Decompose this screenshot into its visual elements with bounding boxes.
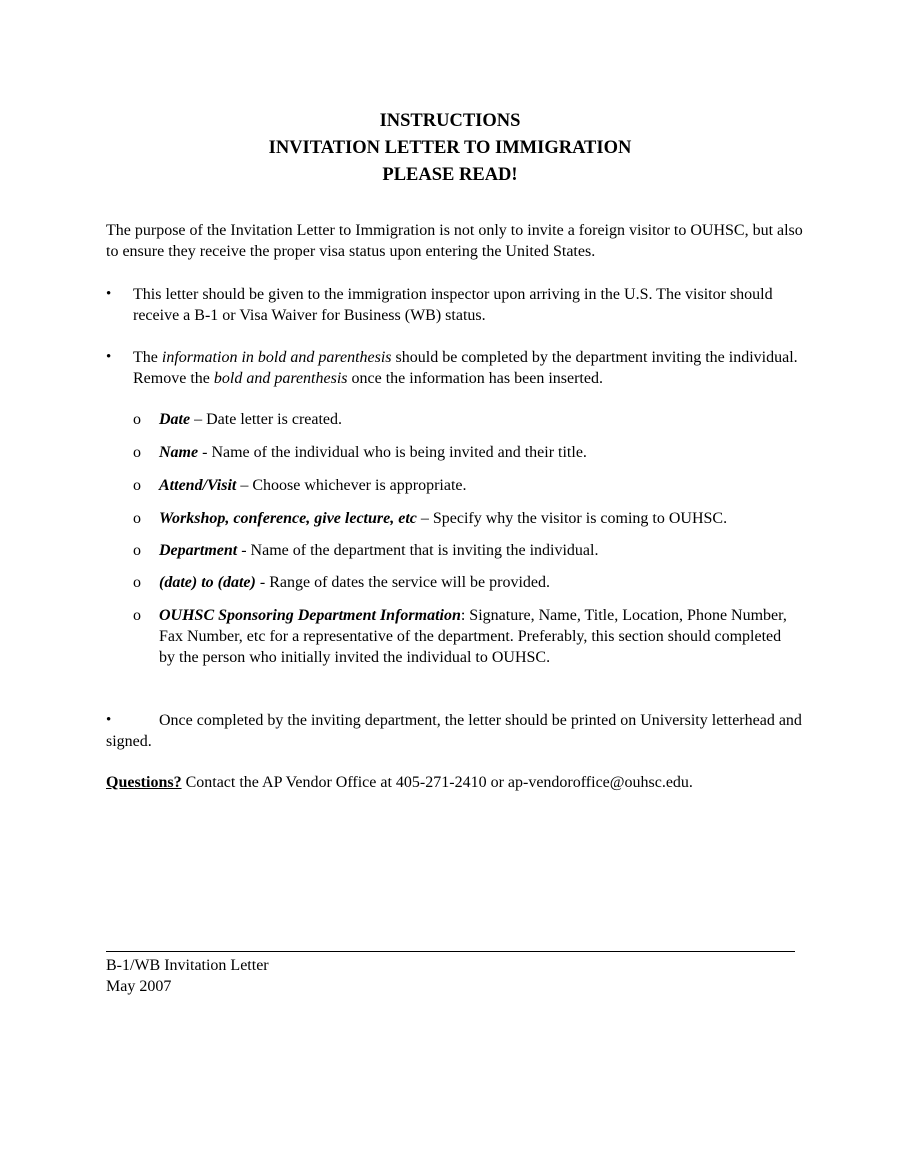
- bullet-marker: •: [106, 712, 112, 728]
- title-instructions: INSTRUCTIONS: [379, 111, 521, 131]
- bullet-text-part: The: [133, 349, 162, 366]
- sub-item-text: [159, 475, 793, 496]
- sub-marker: o: [133, 542, 141, 559]
- sub-item-term: Department: [159, 542, 238, 559]
- questions-contact-text: Contact the AP Vendor Office at 405-271-2410 or ap-vendoroffice@ouhsc.edu.: [181, 774, 693, 791]
- questions-line: [106, 772, 806, 793]
- bullet-text-italic: bold and parenthesis: [213, 370, 348, 387]
- sub-item-desc: - Range of dates the service will be provided.: [255, 574, 550, 591]
- sub-item-desc: – Date letter is created.: [190, 411, 343, 428]
- sub-item-text: [159, 442, 793, 463]
- bullet-item-bold-parenthesis: [106, 347, 806, 389]
- questions-label: Questions?: [106, 774, 182, 791]
- sub-item-sponsoring-department: [133, 605, 793, 668]
- bullet-item-letterhead: [106, 710, 806, 752]
- sub-item-term: (date) to (date): [159, 574, 256, 591]
- sub-marker: o: [133, 607, 141, 624]
- sub-item-desc: - Name of the individual who is being invited and their title.: [198, 444, 587, 461]
- sub-item-term: OUHSC Sponsoring Department Information: [159, 607, 461, 624]
- bullet-text: Once completed by the inviting department, the letter should be printed on University letterhead and signed.: [106, 712, 802, 750]
- sub-item-text: [159, 572, 793, 593]
- bullet-item-inspector: [106, 284, 806, 326]
- sub-item-date: [133, 409, 793, 430]
- sub-marker: o: [133, 574, 141, 591]
- sub-marker: o: [133, 477, 141, 494]
- sub-marker: o: [133, 411, 141, 428]
- intro-paragraph: The purpose of the Invitation Letter to Immigration is not only to invite a foreign visitor to OUHSC, but also to ensure they receive the proper visa status upon entering the United States.: [106, 222, 803, 260]
- title-invitation-letter: INVITATION LETTER TO IMMIGRATION: [268, 138, 632, 158]
- sub-marker: o: [133, 510, 141, 527]
- sub-item-text: [159, 605, 793, 668]
- sub-marker: o: [133, 444, 141, 461]
- sub-item-term: Date: [159, 411, 191, 428]
- footer-date: May 2007: [106, 978, 172, 995]
- sub-item-text: [159, 508, 793, 529]
- title-please-read: PLEASE READ!: [382, 165, 518, 185]
- sub-item-attend-visit: [133, 475, 793, 496]
- bullet-text: This letter should be given to the immigration inspector upon arriving in the U.S. The visitor should receive a B-1 or Visa Waiver for Business (WB) status.: [133, 286, 773, 324]
- sub-item-text: [159, 409, 793, 430]
- sub-item-name: [133, 442, 793, 463]
- bullet-marker: •: [106, 286, 112, 302]
- footer-document-name: B-1/WB Invitation Letter: [106, 957, 269, 974]
- bullet-marker: •: [106, 349, 112, 365]
- sub-item-term: Attend/Visit: [159, 477, 237, 494]
- sub-item-desc: – Choose whichever is appropriate.: [236, 477, 467, 494]
- sub-item-desc: : Signature, Name, Title, Location, Phone Number, Fax Number, etc for a representative of the department. Preferably, this section should completed by the person who initially invited the individual to OUHSC.: [159, 607, 787, 666]
- sub-item-desc: - Name of the department that is inviting the individual.: [237, 542, 599, 559]
- sub-item-desc: – Specify why the visitor is coming to OUHSC.: [416, 510, 728, 527]
- sub-item-department: [133, 540, 793, 561]
- bullet-text-part: should be completed by the department inviting the individual. Remove the: [133, 349, 798, 387]
- sub-item-term: Name: [159, 444, 199, 461]
- sub-item-text: [159, 540, 793, 561]
- sub-item-workshop: [133, 508, 793, 529]
- document-title: [0, 108, 900, 189]
- bullet-text-italic: information in bold and parenthesis: [161, 349, 392, 366]
- bullet-text: [133, 347, 806, 389]
- sub-item-date-range: [133, 572, 793, 593]
- sub-item-term: Workshop, conference, give lecture, etc: [159, 510, 417, 527]
- bullet-text-part: once the information has been inserted.: [347, 370, 603, 387]
- footer-divider: [106, 951, 795, 952]
- footer: [106, 955, 269, 997]
